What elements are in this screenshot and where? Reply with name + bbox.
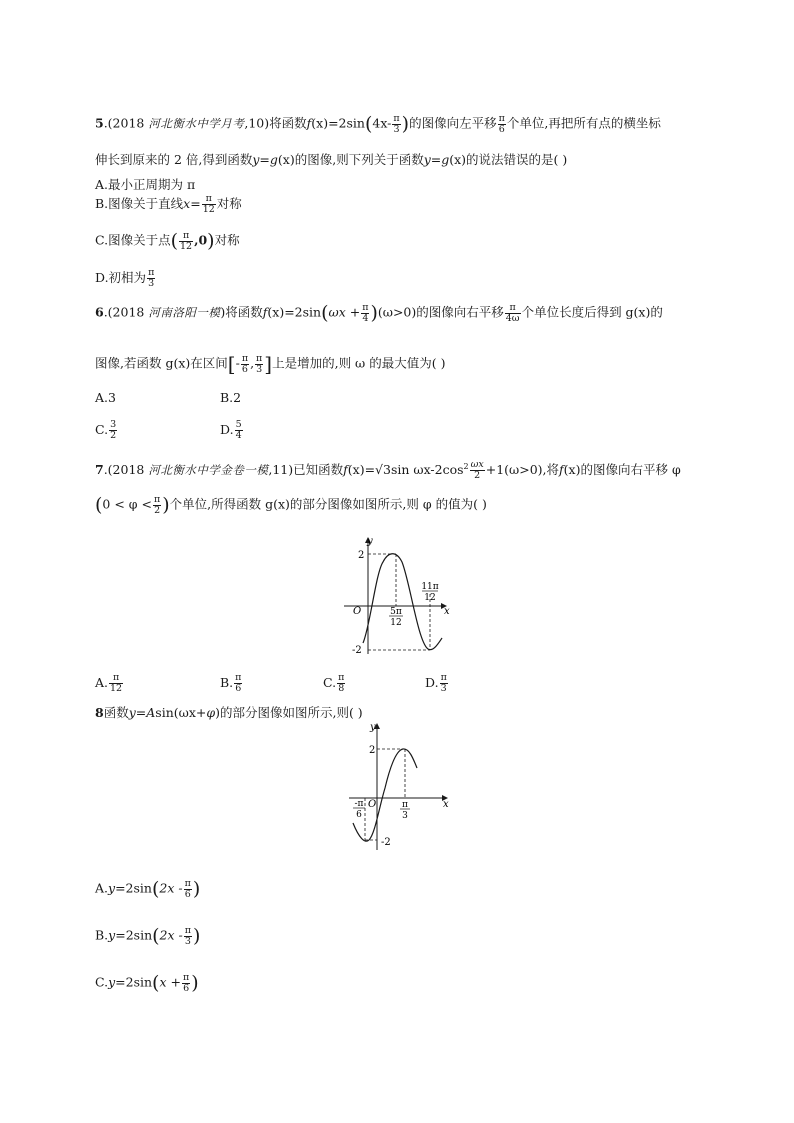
- svg-text:x: x: [443, 799, 449, 810]
- svg-text:12: 12: [424, 593, 436, 603]
- q5-option-b: B.图像关于直线x= $\frac{\pi}{12}$ 对称: [95, 193, 242, 215]
- svg-text:-2: -2: [352, 645, 362, 656]
- fraction: $\frac{\pi}{6}$: [235, 672, 242, 694]
- fraction: $\frac{3}{2}$: [110, 419, 117, 441]
- svg-text:y: y: [370, 722, 376, 733]
- sine-curve: [353, 749, 417, 841]
- q8-graph: [345, 718, 455, 858]
- q7-option-a: A. $\frac{\pi}{12}$: [95, 672, 123, 694]
- q7-option-c: C. $\frac{\pi}{8}$: [323, 672, 345, 694]
- q6-number: 6: [95, 304, 104, 320]
- svg-text:12: 12: [390, 618, 402, 628]
- svg-text:O: O: [368, 799, 377, 810]
- q5-option-c: C.图像关于点( $\frac{\pi}{12}$ ,0)对称: [95, 229, 240, 252]
- fraction: $\frac{\pi}{6}$: [241, 352, 249, 375]
- q6-option-b: B.2: [220, 390, 242, 405]
- svg-text:11π: 11π: [421, 582, 439, 592]
- q6-option-c: C. $\frac{3}{2}$: [95, 419, 117, 441]
- q8-option-a: A.y=2sin(2x - $\frac{\pi}{6}$ ): [95, 877, 201, 900]
- fraction: $\frac{\pi}{6}$: [498, 112, 505, 135]
- q5-number: 5: [95, 115, 104, 131]
- svg-text:6: 6: [356, 810, 362, 820]
- fraction: $\frac{\pi}{2}$: [154, 493, 161, 516]
- q6-option-a: A.3: [95, 390, 116, 405]
- svg-text:2: 2: [358, 550, 365, 561]
- q6-line1: 6.(2018 河南洛阳一模)将函数f(x)=2sin(ωx + $\frac{\pi}{4}$ )(ω>0)的图像向右平移 $\frac{\pi}{4\omega}$ 个单位长度后得到 g(x)的: [95, 301, 663, 324]
- svg-text:-2: -2: [381, 837, 391, 848]
- fraction: $\frac{\pi}{3}$: [184, 924, 191, 947]
- fraction: $\frac{\pi}{3}$: [393, 112, 400, 135]
- svg-text:O: O: [353, 606, 362, 617]
- fraction: $\frac{\omega x}{2}$: [470, 459, 484, 481]
- q8-option-b: B.y=2sin(2x - $\frac{\pi}{3}$ ): [95, 924, 201, 947]
- svg-text:2: 2: [369, 745, 376, 756]
- fraction: $\frac{\pi}{6}$: [182, 971, 190, 994]
- fraction: $\frac{\pi}{8}$: [338, 672, 345, 694]
- q6-option-d: D. $\frac{5}{4}$: [220, 419, 242, 441]
- fraction: $\frac{\pi}{3}$: [148, 267, 155, 289]
- q6-line2: 图像,若函数 g(x)在区间[- $\frac{\pi}{6}$ , $\frac{\pi}{3}$ ]上是增加的,则 ω 的最大值为( ): [95, 352, 446, 376]
- fraction: $\frac{\pi}{12}$: [202, 193, 215, 215]
- q7-number: 7: [95, 462, 104, 477]
- fraction: $\frac{5}{4}$: [235, 419, 242, 441]
- q8-option-c: C.y=2sin(x + $\frac{\pi}{6}$ ): [95, 971, 199, 994]
- q8-line1: 8函数y=Asin(ωx+φ)的部分图像如图所示,则( ): [95, 705, 363, 720]
- svg-text:y: y: [367, 536, 373, 547]
- svg-text:-π: -π: [354, 799, 364, 809]
- fraction: $\frac{\pi}{4\omega}$: [505, 301, 520, 324]
- fraction: $\frac{\pi}{12}$: [180, 229, 193, 252]
- fraction: $\frac{\pi}{3}$: [440, 672, 447, 694]
- q8-number: 8: [95, 705, 104, 720]
- fraction: $\frac{\pi}{12}$: [110, 672, 123, 694]
- q7-graph: [338, 532, 468, 660]
- fraction: $\frac{\pi}{6}$: [184, 877, 191, 900]
- q5-option-d: D.初相为 $\frac{\pi}{3}$: [95, 267, 155, 289]
- q7-line1: 7.(2018 河北衡水中学金卷一模,11)已知函数f(x)=√3sin $\omega x-2\cos^2$ $\frac{\omega x}{2}$ +1(ω>0),将f(x)的图像向右平移 φ: [95, 459, 681, 481]
- fraction: $\frac{\pi}{4}$: [362, 301, 369, 324]
- svg-text:3: 3: [402, 811, 408, 821]
- svg-text:5π: 5π: [390, 607, 402, 617]
- fraction: $\frac{\pi}{3}$: [256, 352, 263, 375]
- q5-option-a: A.最小正周期为 π: [95, 177, 196, 192]
- q7-line2: (0 < φ < $\frac{\pi}{2}$ )个单位,所得函数 g(x)的部分图像如图所示,则 φ 的值为( ): [95, 493, 487, 516]
- q7-option-b: B. $\frac{\pi}{6}$: [220, 672, 242, 694]
- q7-option-d: D. $\frac{\pi}{3}$: [425, 672, 447, 694]
- svg-text:x: x: [444, 606, 450, 617]
- svg-text:π: π: [402, 800, 408, 810]
- q5-line1: 5.(2018 河北衡水中学月考,10)将函数f(x)=2sin(4x- $\frac{\pi}{3}$ )的图像向左平移 $\frac{\pi}{6}$ 个单位,再把所有点的横坐标: [95, 112, 661, 135]
- q5-line2: 伸长到原来的 2 倍,得到函数y=g(x)的图像,则下列关于函数y=g(x)的说法错误的是( ): [95, 152, 568, 167]
